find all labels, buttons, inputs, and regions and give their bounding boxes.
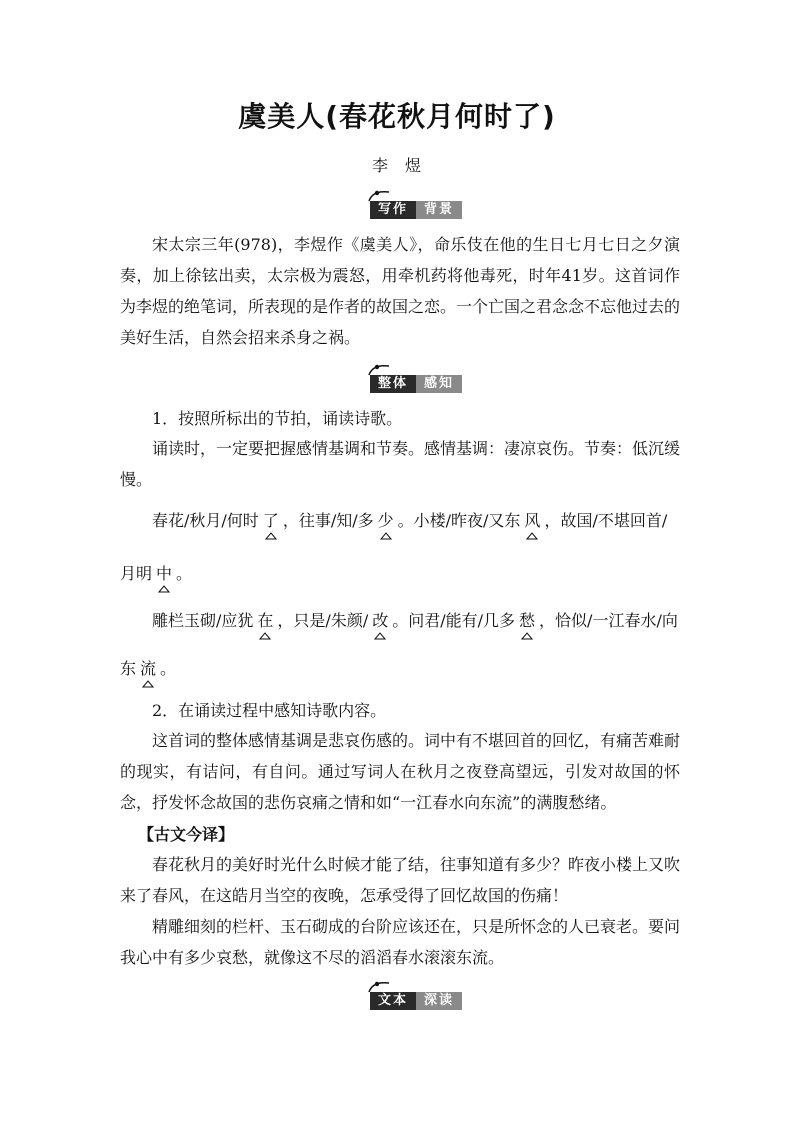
triangle-mark-icon (142, 680, 154, 688)
section-badge-study (370, 992, 462, 1010)
triangle-mark-icon (521, 632, 533, 640)
stressed-char: 改 (372, 611, 389, 630)
triangle-mark-icon (158, 585, 170, 593)
stressed-char: 少 (377, 511, 394, 530)
poem-text: ，故国/不堪回首/ (544, 511, 668, 530)
poem-text: ，往事/知/多 (282, 511, 374, 530)
triangle-mark-icon (374, 632, 386, 640)
poem-line-4 (120, 656, 176, 679)
poem-text: 月明 (120, 564, 153, 583)
triangle-mark-icon (526, 532, 538, 540)
rhythm-mark (156, 561, 172, 584)
badge-arc-icon (367, 188, 407, 202)
translation-heading: 【古文今译】 (138, 825, 235, 844)
section-badge-overview (370, 375, 462, 393)
item2-heading: 2．在诵读过程中感知诗歌内容。 (152, 701, 387, 720)
badge-left-text: 整体 (370, 375, 416, 393)
rhythm-mark (140, 656, 156, 679)
poem-text: 雕栏玉砌/应犹 (152, 611, 254, 630)
rhythm-mark (263, 508, 279, 531)
badge-arc-icon (367, 362, 407, 376)
section-badge-background (370, 201, 462, 219)
poem-text: ，只是/朱颜/ (277, 611, 369, 630)
triangle-mark-icon (380, 532, 392, 540)
item2-text: 这首词的整体感情基调是悲哀伤感的。词中有不堪回首的回忆，有痛苦难耐的现实，有诘问，有自问。通过写词人在秋月之夜登高望远，引发对故国的怀念，抒发怀念故国的悲伤哀痛之情和如“一江春水向东流”的满腹愁绪。 (120, 731, 681, 812)
poem-title: 虞美人(春花秋月何时了) (238, 100, 556, 133)
badge-left-text: 文本 (370, 992, 416, 1010)
stressed-char: 中 (156, 564, 173, 583)
stressed-char: 愁 (519, 611, 536, 630)
poem-text: 。问君/能有/几多 (392, 611, 516, 630)
triangle-mark-icon (265, 532, 277, 540)
stressed-char: 了 (262, 511, 279, 530)
poem-line-3 (152, 608, 678, 631)
triangle-mark-icon (259, 632, 271, 640)
poem-text: 春花/秋月/何时 (152, 511, 259, 530)
poem-text: ，恰似/一江春水/向 (539, 611, 678, 630)
rhythm-mark (257, 608, 273, 631)
badge-right-text: 感知 (416, 375, 462, 393)
stressed-char: 风 (524, 511, 541, 530)
rhythm-mark (378, 508, 394, 531)
rhythm-mark (519, 608, 535, 631)
author-name (0, 153, 794, 176)
poem-text: 东 (120, 659, 137, 678)
stressed-char: 在 (257, 611, 274, 630)
author-given-name: 煜 (405, 156, 423, 175)
poem-line-2 (120, 561, 192, 584)
translation-paragraph-2: 精雕细刻的栏杆、玉石砌成的台阶应该还在，只是所怀念的人已衰老。要问我心中有多少哀愁，就像这不尽的滔滔春水滚滚东流。 (120, 917, 681, 967)
badge-right-text: 背景 (416, 201, 462, 219)
poem-text: 。 (160, 659, 177, 678)
rhythm-mark (524, 508, 540, 531)
stressed-char: 流 (140, 659, 157, 678)
item1-heading: 1．按照所标出的节拍，诵读诗歌。 (152, 409, 403, 428)
translation-paragraph-1: 春花秋月的美好时光什么时候才能了结，往事知道有多少？昨夜小楼上又吹来了春风，在这皓月当空的夜晚，怎承受得了回忆故国的伤痛！ (120, 855, 681, 905)
item1-text: 诵读时，一定要把握感情基调和节奏。感情基调：凄凉哀伤。节奏：低沉缓慢。 (120, 439, 681, 489)
badge-left-text: 写作 (370, 201, 416, 219)
badge-right-text: 深读 (416, 992, 462, 1010)
badge-arc-icon (367, 979, 407, 993)
background-paragraph: 宋太宗三年(978)，李煜作《虞美人》，命乐伎在他的生日七月七日之夕演奏，加上徐铉出卖，太宗极为震怒，用牵机药将他毒死，时年41岁。这首词作为李煜的绝笔词，所表现的是作者的故国之恋。一个亡国之君念念不忘他过去的美好生活，自然会招来杀身之祸。 (120, 235, 681, 347)
author-surname: 李 (371, 156, 389, 175)
poem-line-1 (152, 508, 667, 531)
poem-text: 。小楼/昨夜/又东 (397, 511, 521, 530)
rhythm-mark (372, 608, 388, 631)
poem-text: 。 (176, 564, 193, 583)
